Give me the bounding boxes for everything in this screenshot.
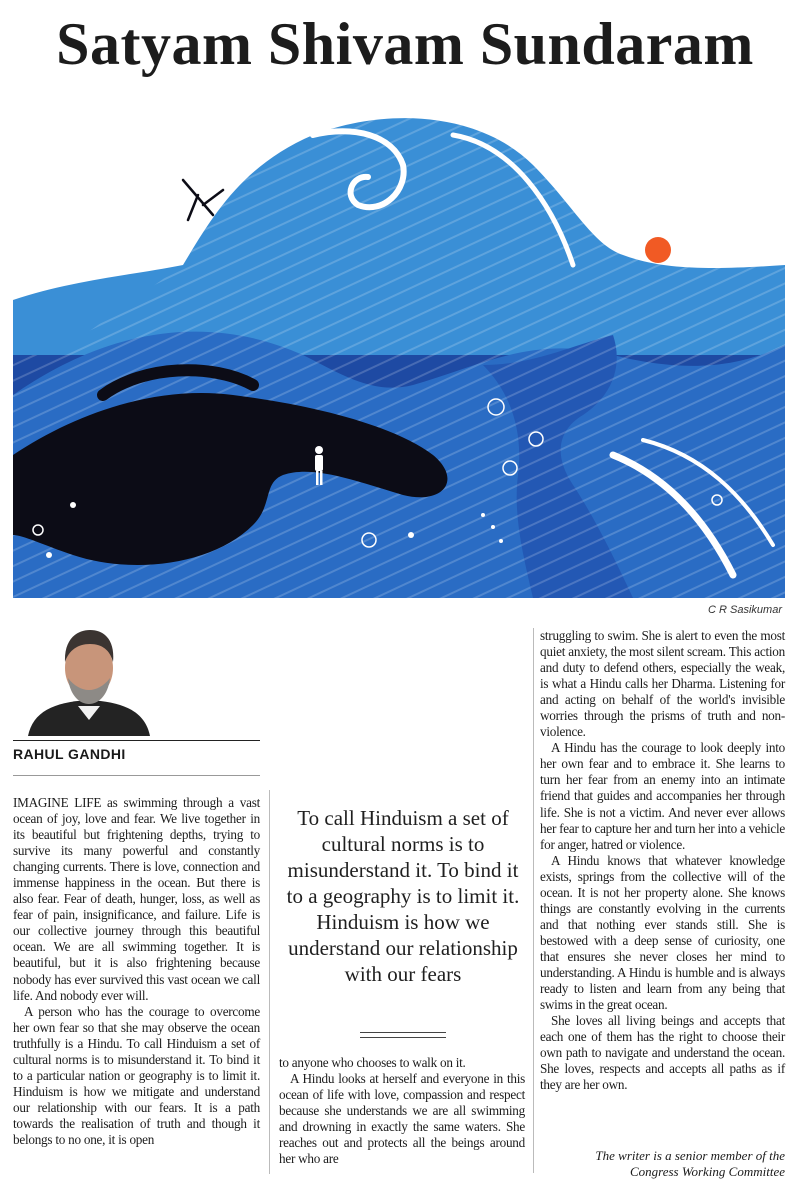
- pull-quote-rule: [360, 1032, 446, 1033]
- paragraph: A person who has the courage to overcome her own fear so that she may observe the ocean truthfully is a Hindu. To call Hinduism a set of cultural norms is to misunderstand it. To bind it to a particular nation or geography is to limit it. Hinduism is how we mitigate and understand our relationship with our fears. It is a path towards the realisation of truth and though it belongs to no one, it is open: [13, 1003, 260, 1147]
- article-column-2: [279, 1055, 525, 1167]
- paragraph: to anyone who chooses to walk on it.: [279, 1055, 466, 1070]
- author-portrait: [18, 620, 160, 736]
- article-column-3: [540, 628, 785, 1093]
- article-column-1: [13, 795, 260, 1148]
- column-divider-1: [269, 790, 270, 1174]
- paragraph: She loves all living beings and accepts that each one of them has the right to choose their own path to navigate and understand the ocean. She loves, respects and accepts all paths as if they are her own.: [540, 1013, 785, 1093]
- paragraph: A Hindu looks at herself and everyone in this ocean of life with love, compassion and respect because she understands we are all swimming and drowning in exactly the same waters. She reaches out and protects all the beings around her who are: [279, 1071, 525, 1167]
- pull-quote: To call Hinduism a set of cultural norms is to misunderstand it. To bind it to a geography is to limit it. Hinduism is how we understand our relationship with our fears: [286, 806, 520, 986]
- column-divider-2: [533, 628, 534, 1173]
- ocean-illustration: [13, 95, 785, 598]
- writer-note: The writer is a senior member of the Congress Working Committee: [595, 1148, 785, 1179]
- headline: Satyam Shivam Sundaram: [56, 11, 754, 77]
- author-name: RAHUL GANDHI: [13, 746, 126, 762]
- pull-quote-rule: [360, 1037, 446, 1038]
- paragraph: struggling to swim. She is alert to even the most quiet anxiety, the most silent scream. This action and duty to defend others, especially the weak, is what a Hindu calls her Dharma. Listening for and acting on behalf of the world's invisible worries through the prisms of truth and non-violence.: [540, 628, 785, 740]
- author-rule-bottom: [13, 775, 260, 776]
- illustration-credit: C R Sasikumar: [708, 604, 782, 616]
- paragraph: A Hindu has the courage to look deeply into her own fear and to embrace it. She learns to turn her fear from an enemy into an intimate friend that guides and accompanies her through life. She is not a victim. And never ever allows her fear to capture her and turn her into a vehicle for anger, hatred or violence.: [540, 740, 786, 852]
- sun: [645, 237, 671, 263]
- paragraph: A Hindu knows that whatever knowledge exists, springs from the collective will of the ocean. It is not her property alone. She knows things are constantly evolving in the currents and that nothing ever stands still. She is bestowed with a deep sense of curiosity, one that ensures she never closes her mind to understanding. A Hindu is humble and is always ready to listen and learn from any being that swims in the great ocean.: [540, 852, 785, 1013]
- paragraph: IMAGINE LIFE as swimming through a vast ocean of joy, love and fear. We live together in its beautiful but frightening depths, trying to survive its many powerful and constantly changing currents. There is love, connection and immense happiness in the ocean. But there is also fear. Fear of death, hunger, loss, as well as fear of pain, insignificance, and failure. Life is our collective journey through this beautiful ocean. We are all swimming together. It is beautiful, but it is also frightening because nobody has ever survived this vast ocean we call life. And nobody ever will.: [13, 795, 260, 1003]
- author-rule: [13, 740, 260, 741]
- lead-in: IMAGINE LIFE: [13, 795, 102, 810]
